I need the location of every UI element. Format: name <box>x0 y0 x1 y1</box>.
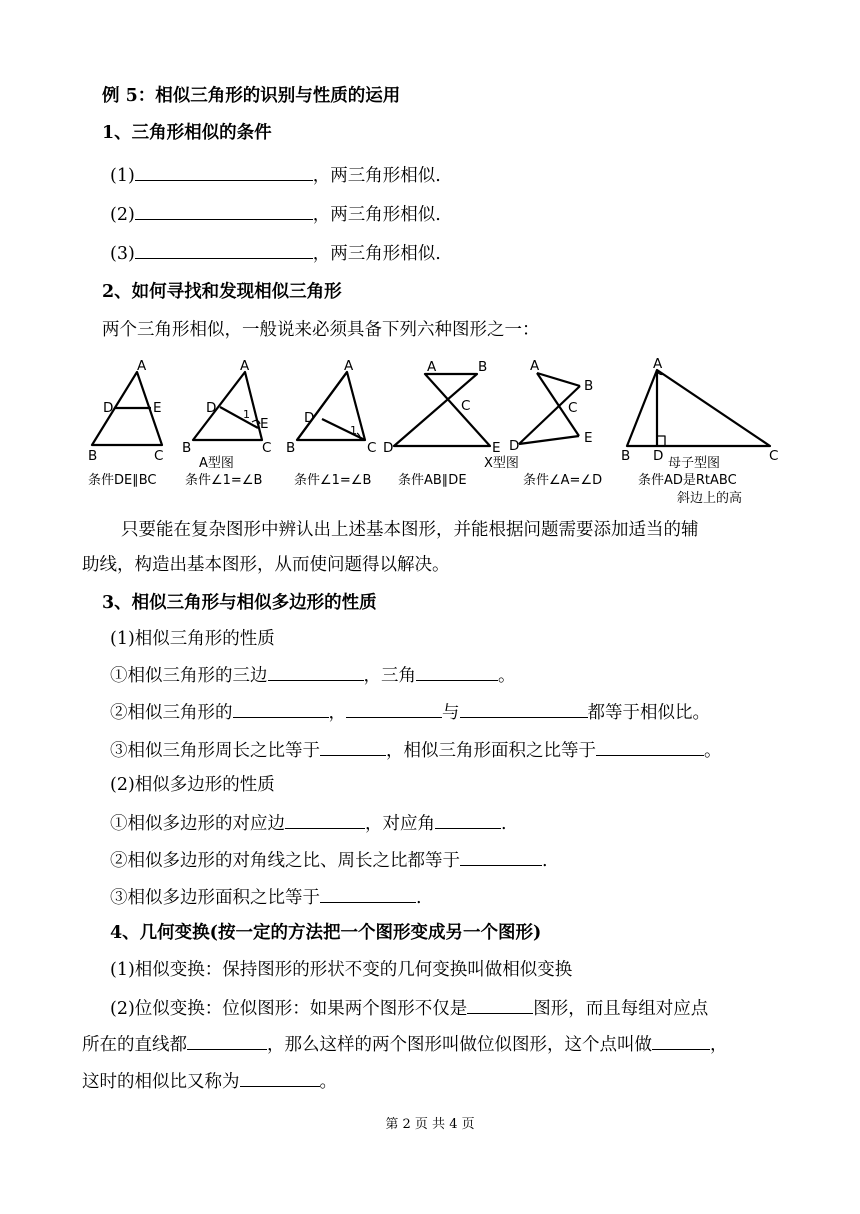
fig2-angle-1: 1 <box>243 408 250 421</box>
text: 。 <box>498 666 516 686</box>
answer-blank[interactable] <box>460 699 588 718</box>
fig6-triangle <box>627 370 770 446</box>
text: 与 <box>442 703 460 723</box>
fig1-label-c: C <box>154 448 164 464</box>
fig1-label-e: E <box>153 400 162 416</box>
section-4-heading: 4、几何变换(按一定的方法把一个图形变成另一个图形) <box>110 923 542 943</box>
fig5-label-e: E <box>584 430 593 446</box>
homothety-line-2 <box>82 1031 728 1057</box>
answer-blank[interactable] <box>135 201 313 220</box>
text: ②相似多边形的对角线之比、周长之比都等于 <box>110 851 460 871</box>
fig2-label-a: A <box>240 358 250 374</box>
fig2-label-b: B <box>182 440 192 456</box>
paragraph-line-2: 助线，构造出基本图形，从而使问题得以解决。 <box>82 555 450 575</box>
answer-blank[interactable] <box>135 240 313 259</box>
item-number: (3) <box>110 244 135 264</box>
polygon-prop-2 <box>110 847 548 873</box>
condition-ad-altitude: 条件AD是RtABC <box>638 473 737 488</box>
answer-blank[interactable] <box>596 737 704 756</box>
condition-item-3 <box>110 240 441 266</box>
fig5-label-b: B <box>584 378 594 394</box>
text: 都等于相似比。 <box>587 703 710 723</box>
text: ，那么这样的两个图形叫做位似图形，这个点叫做 <box>267 1035 652 1055</box>
answer-blank[interactable] <box>240 1068 320 1087</box>
text: 图形，而且每组对应点 <box>533 999 709 1019</box>
fig5-label-a: A <box>530 358 540 374</box>
fig3-label-a: A <box>344 358 354 374</box>
item-suffix: ，两三角形相似. <box>312 166 441 186</box>
fig3-label-d: D <box>304 410 315 426</box>
answer-blank[interactable] <box>416 662 498 681</box>
fig2-triangle <box>193 372 262 440</box>
fig4-label-e: E <box>492 440 501 456</box>
fig3-ad-line <box>322 372 347 419</box>
fig5-label-d: D <box>509 438 520 454</box>
section-2-intro: 两个三角形相似，一般说来必须具备下列六种图形之一： <box>102 320 540 340</box>
homothety-line-3 <box>82 1068 337 1094</box>
fig2-de-line <box>220 407 258 428</box>
answer-blank[interactable] <box>187 1031 267 1050</box>
text: ，三角 <box>363 666 416 686</box>
answer-blank[interactable] <box>233 699 329 718</box>
a-type-label: A型图 <box>199 456 234 471</box>
text: ，相似三角形面积之比等于 <box>386 741 596 761</box>
answer-blank[interactable] <box>268 662 364 681</box>
text: 。 <box>704 741 722 761</box>
fig1-label-b: B <box>88 448 98 464</box>
answer-blank[interactable] <box>320 884 416 903</box>
text: . <box>542 851 548 871</box>
fig6-label-d: D <box>653 448 664 464</box>
fig2-label-e: E <box>260 416 269 432</box>
text: (2)位似变换：位似图形：如果两个图形不仅是 <box>110 999 468 1019</box>
text: ②相似三角形的 <box>110 703 233 723</box>
item-number: (1) <box>110 166 135 186</box>
condition-ab-parallel-de: 条件AB∥DE <box>398 473 467 488</box>
fig2-label-d: D <box>206 400 217 416</box>
fig4-label-c: C <box>461 398 471 414</box>
triangle-prop-3 <box>110 737 722 763</box>
page-footer: 第 2 页 共 4 页 <box>385 1117 475 1132</box>
condition-ad-altitude-line2: 斜边上的高 <box>677 491 743 506</box>
item-suffix: ，两三角形相似. <box>312 244 441 264</box>
text: 所在的直线都 <box>82 1035 187 1055</box>
fig3-label-b: B <box>286 440 296 456</box>
triangle-props-heading: (1)相似三角形的性质 <box>110 629 275 649</box>
fig1-label-d: D <box>103 400 114 416</box>
condition-item-1 <box>110 162 441 188</box>
homothety-line-1 <box>110 995 708 1021</box>
similar-triangle-figures <box>82 356 788 508</box>
condition-de-parallel-bc: 条件DE∥BC <box>88 473 157 488</box>
fig3-angle-1: 1 <box>350 424 357 437</box>
condition-angle1-eq-b-a: 条件∠1=∠B <box>185 473 263 488</box>
fig5-label-c: C <box>568 400 578 416</box>
fig4-label-a: A <box>427 359 437 375</box>
fig4-x-shape <box>394 374 490 446</box>
condition-angle1-eq-b-b: 条件∠1=∠B <box>294 473 372 488</box>
polygon-prop-3 <box>110 884 422 910</box>
similarity-transform-text: (1)相似变换：保持图形的形状不变的几何变换叫做相似变换 <box>110 960 573 980</box>
paragraph-line-1: 只要能在复杂图形中辨认出上述基本图形，并能根据问题需要添加适当的辅 <box>121 520 699 540</box>
section-3-heading: 3、相似三角形与相似多边形的性质 <box>102 593 377 613</box>
text: ①相似三角形的三边 <box>110 666 268 686</box>
fig6-label-a: A <box>653 356 663 372</box>
text: ①相似多边形的对应边 <box>110 814 285 834</box>
answer-blank[interactable] <box>652 1031 710 1050</box>
fig6-label-b: B <box>621 448 631 464</box>
fig3-label-c: C <box>367 440 377 456</box>
section-2-heading: 2、如何寻找和发现相似三角形 <box>102 282 342 302</box>
fig3-dc-line <box>322 419 365 440</box>
polygon-props-heading: (2)相似多边形的性质 <box>110 775 275 795</box>
text: ， <box>328 703 346 723</box>
answer-blank[interactable] <box>346 699 442 718</box>
answer-blank[interactable] <box>285 810 365 829</box>
fig1-label-a: A <box>137 358 147 374</box>
answer-blank[interactable] <box>135 162 313 181</box>
item-suffix: ，两三角形相似. <box>312 205 441 225</box>
text: ③相似三角形周长之比等于 <box>110 741 320 761</box>
answer-blank[interactable] <box>320 737 386 756</box>
condition-angle-a-eq-d: 条件∠A=∠D <box>523 473 603 488</box>
answer-blank[interactable] <box>467 995 533 1014</box>
condition-item-2 <box>110 201 441 227</box>
text: 。 <box>319 1072 337 1092</box>
text: 这时的相似比又称为 <box>82 1072 240 1092</box>
answer-blank[interactable] <box>460 847 542 866</box>
text: ③相似多边形面积之比等于 <box>110 888 320 908</box>
fig4-label-b: B <box>478 359 488 375</box>
text: . <box>416 888 422 908</box>
fig5-de <box>519 436 579 444</box>
text: ， <box>710 1035 728 1055</box>
fig4-label-d: D <box>383 440 394 456</box>
polygon-prop-1 <box>110 810 507 836</box>
item-number: (2) <box>110 205 135 225</box>
x-type-label: X型图 <box>484 456 519 471</box>
fig6-label-c: C <box>769 448 779 464</box>
triangle-prop-2 <box>110 699 710 725</box>
text: ，对应角 <box>365 814 435 834</box>
answer-blank[interactable] <box>435 810 501 829</box>
mother-child-type-label: 母子型图 <box>668 456 721 471</box>
fig2-label-c: C <box>262 440 272 456</box>
section-1-heading: 1、三角形相似的条件 <box>102 123 272 143</box>
example-title: 例 5：相似三角形的识别与性质的运用 <box>102 86 401 106</box>
text: . <box>501 814 507 834</box>
fig6-right-angle <box>657 436 665 446</box>
triangle-prop-1 <box>110 662 516 688</box>
